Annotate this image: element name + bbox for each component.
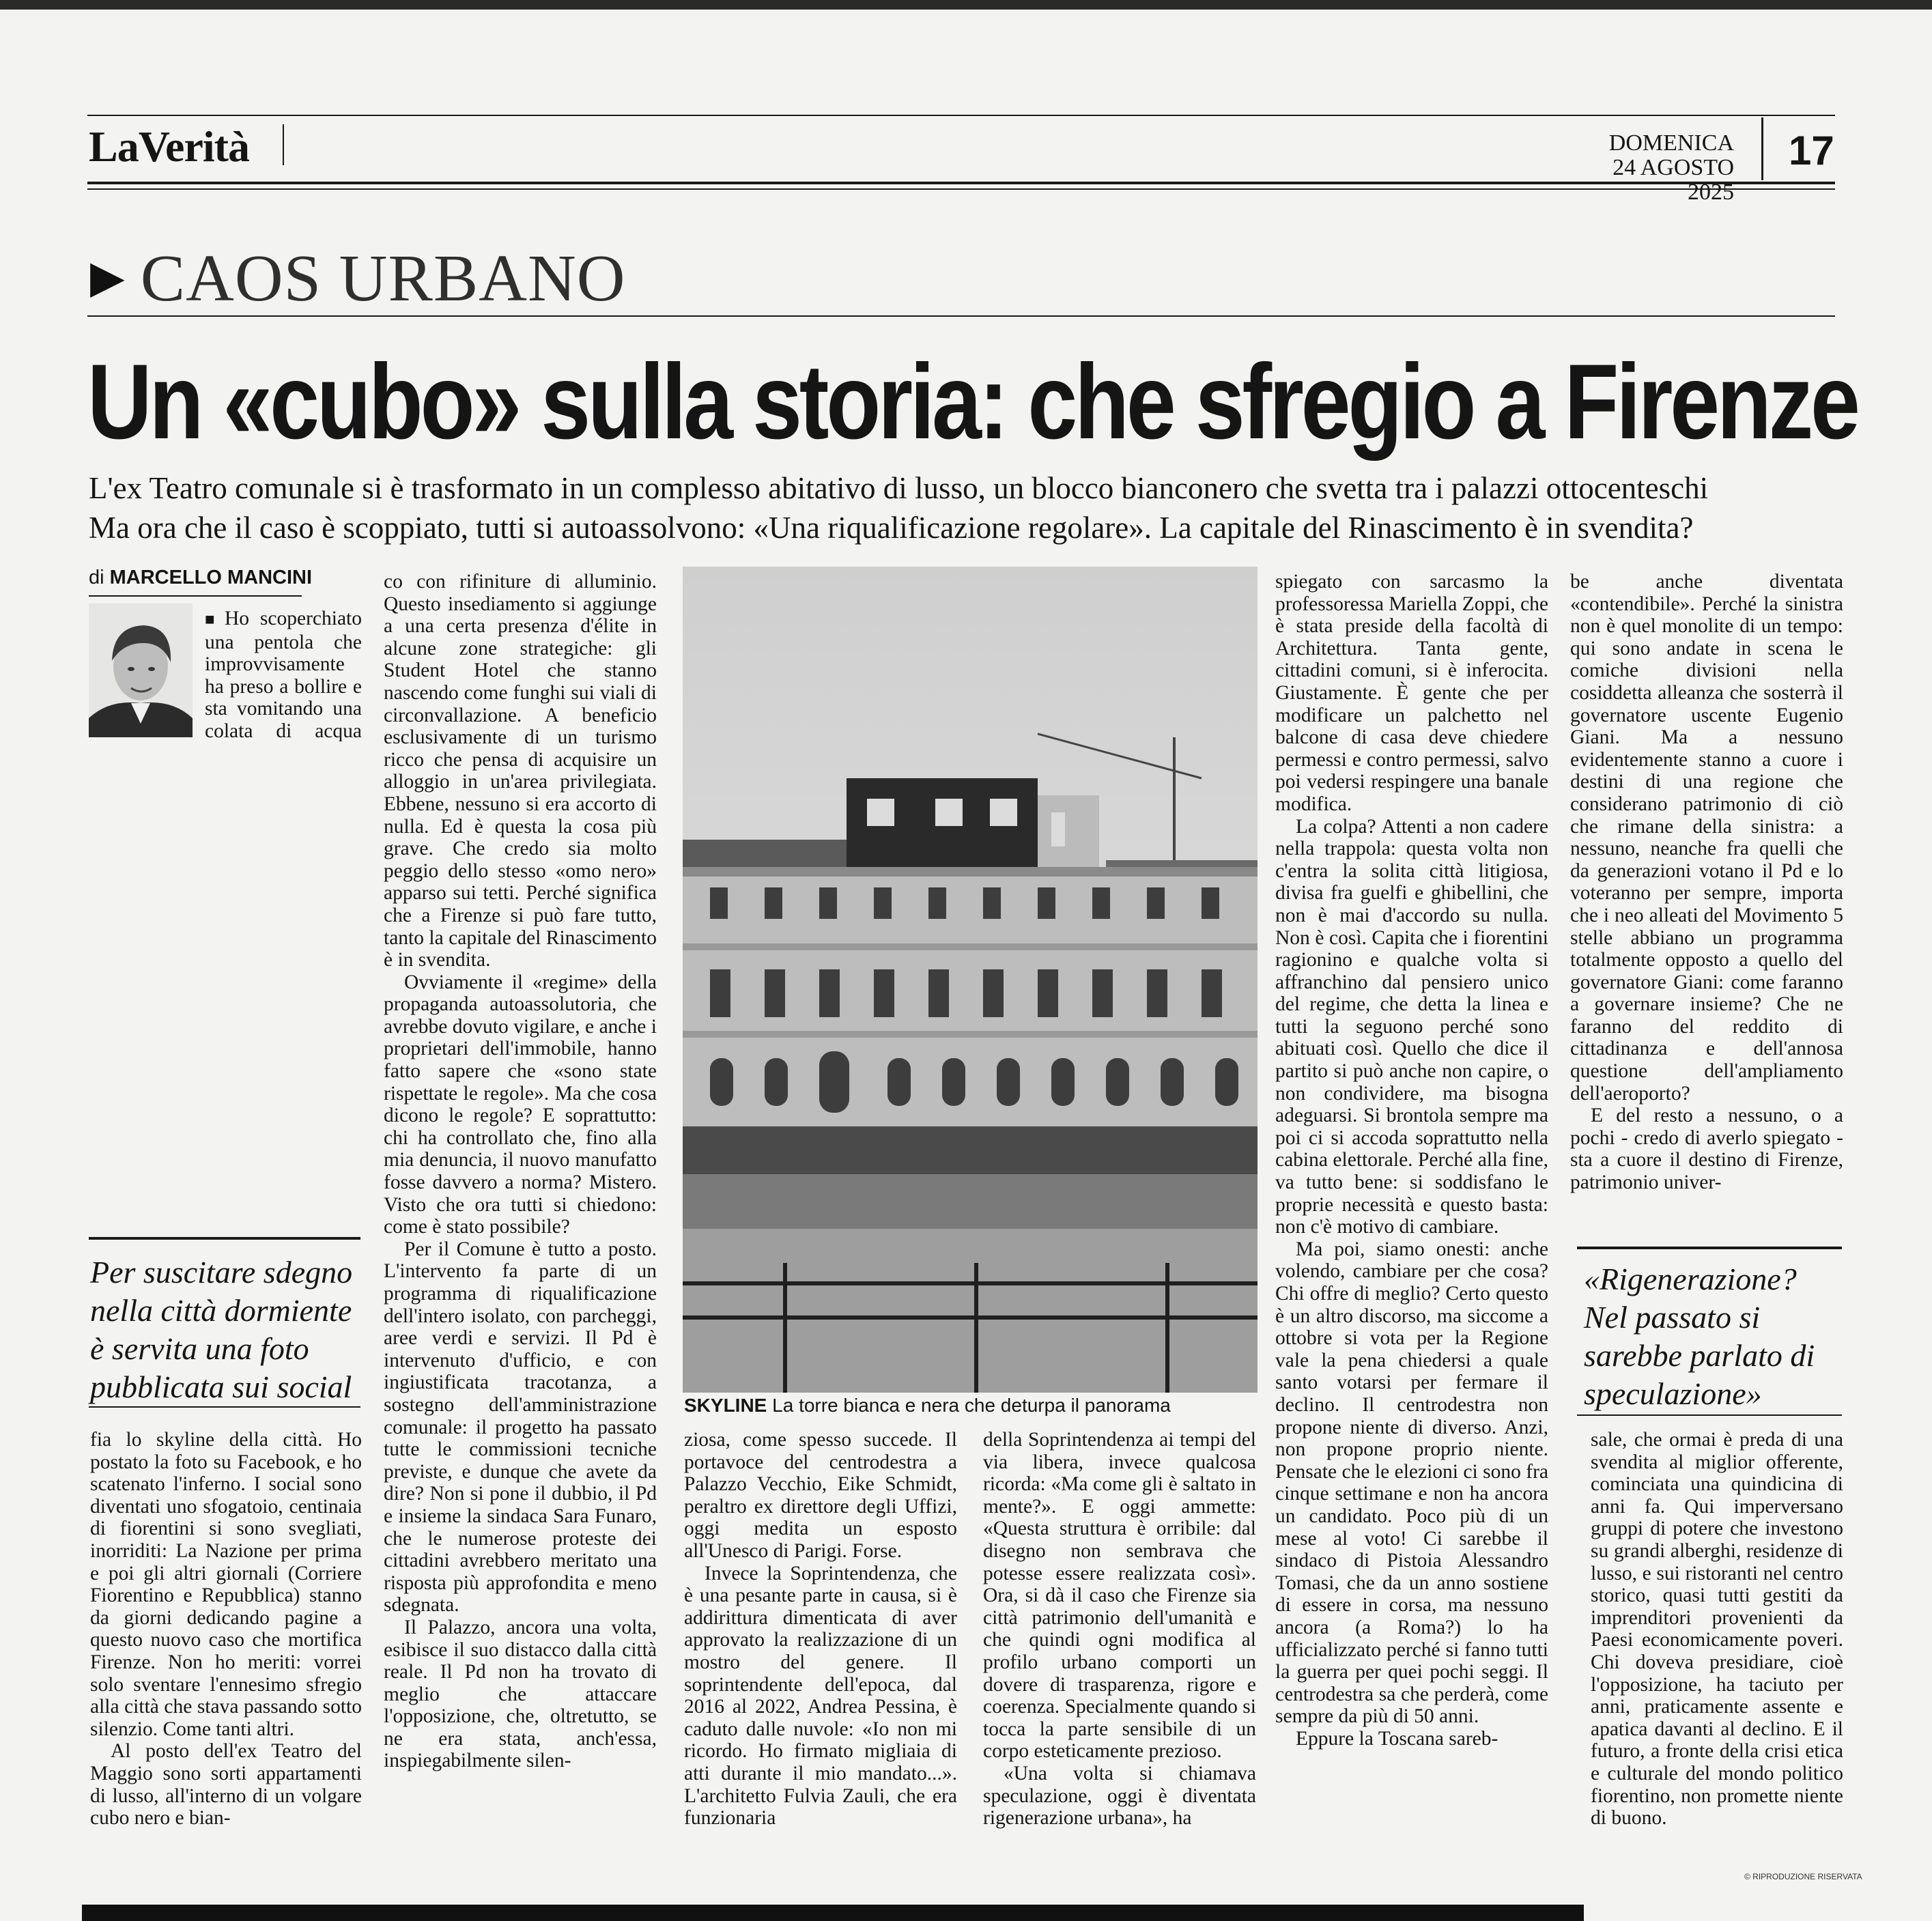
pullquote-right-top-rule (1577, 1247, 1842, 1249)
column-1-bottom (90, 1429, 362, 1879)
subheadline (89, 468, 1708, 547)
article-paragraph: ■ Ho scoperchiato una pentola che improvvisamente ha preso a bollire e sta vomitando una colata di acqua (205, 608, 362, 741)
page-number: 17 (1789, 128, 1834, 173)
byline (89, 567, 312, 589)
masthead-bottom-rule-thin (87, 188, 1835, 190)
article-paragraph: Per il Comune è tutto a posto. L'intervento fa parte di un programma di riqualificazione dell'intero isolato, con parcheggi, aree verdi e servizi. Il Pd è intervenuto d'ufficio, e con ingiustificata tracotanza, a sostegno dell'amministrazione comunale: il progetto ha passato tutte le commissioni tecniche previste, e dunque che avete da dire? Non si pone il dubbio, il Pd e insieme la sindaca Sara Funaro, che le numerose proteste dei cittadini avrebbero meritato una risposta più approfondita e meno sdegnata. (384, 1238, 657, 1617)
issue-weekday: DOMENICA (1608, 130, 1734, 156)
headline: Un «cubo» sulla storia: che sfregio a Firenze (87, 343, 1858, 461)
pullquote-left-bottom-rule (89, 1406, 360, 1408)
photo-caption (684, 1395, 1171, 1417)
article-paragraph: Ovviamente il «regime» della propaganda autoassolutoria, che avrebbe dovuto vigilare, e anche i proprietari dell'immobile, hanno fatto sapere che «sono state rispettate le regole». Ma che cosa dicono le regole? E soprattutto: chi ha controllato che, fino alla mia denuncia, il nuovo manufatto fosse davvero a norma? Mistero. Visto che ora tutti si chiedono: come è stato possibile? (384, 971, 657, 1238)
article-paragraph: E del resto a nessuno, o a pochi - credo di averlo spiegato - sta a cuore il destino di Firenze, patrimonio univer- (1570, 1105, 1843, 1194)
article-paragraph: La colpa? Attenti a non cadere nella trappola: questa volta non c'entra la solita città litigiosa, divisa fra guelfi e ghibellini, che non è mai d'accordo su nulla. Non è così. Capita che i fiorentini ragionino e qualche volta si affranchino dal pensiero unico del regime, che detta la linea e tutti la seguono perché sono abituati così. Quello che dice il partito si può anche non capire, o non condividere, ma bisogna adeguarsi. Si brontola sempre ma poi ci si accoda soprattutto nella cabina elettorale. Perché alla fine, va tutto bene: si soddisfano le proprie necessità e questo basta: non c'è motivo di cambiare. (1275, 815, 1548, 1238)
article-paragraph: Al posto dell'ex Teatro del Maggio sono sorti appartamenti di lusso, all'interno di un volgare cubo nero e bian- (90, 1740, 362, 1830)
caption-text: La torre bianca e nera che deturpa il panorama (772, 1395, 1171, 1416)
pullquote-right-bottom-rule (1577, 1414, 1842, 1416)
section-label (90, 240, 626, 317)
copyright-note: © RIPRODUZIONE RISERVATA (1744, 1872, 1862, 1881)
column-1-continuation (90, 741, 362, 1219)
article-paragraph: ziosa, come spesso succede. Il portavoce del centrodestra a Palazzo Vecchio, Eike Schmidt, peraltro ex direttore degli Uffizi, oggi medita un esposto all'Unesco di Parigi. Forse. (684, 1429, 957, 1562)
article-paragraph: be anche diventata «contendibile». Perché la sinistra non è quel monolite di un tempo: qui sono andate in scena le comiche divisioni nella cosiddetta alleanza che sosterrà il governatore uscente Eugenio Giani. Ma a nessuno evidentemente stanno a cuore i destini di una regione che considerano patrimonio di ciò che rimane della sinistra: a nessuno, neanche fra quelli che da generazioni votano il Pd e lo voteranno per sempre, importa che i neo alleati del Movimento 5 stelle abbiano un programma totalmente opposto a quello del governatore Giani: come faranno a governare insieme? Che ne faranno del reddito di cittadinanza e dell'annosa questione dell'ampliamento dell'aeroporto? (1570, 571, 1843, 1105)
triangle-arrow-icon: ▶ (90, 253, 126, 302)
column-6-top (1570, 571, 1843, 1226)
column-5 (1275, 571, 1548, 1881)
article-paragraph: Ma poi, siamo onesti: anche volendo, cambiare per che cosa? Chi offre di meglio? Certo questo è un altro discorso, ma siccome a ottobre si vota per la Regione vale la pena chiedersi a quale santo votarsi per fermare il declino. Il centrodestra non propone niente di diverso. Anzi, non propone proprio niente. Pensate che le elezioni ci sono fra cinque settimane e non ha ancora un candidato. Poco più di un mese al voto! Ci sarebbe il sindaco di Pistoia Alessandro Tomasi, che da un anno sostiene di essere in corsa, ma nessuno ancora (a Roma?) lo ha ufficializzato perché si fanno tutti la guerra per quei pochi seggi. Il centrodestra sa che perderà, come sempre da più di 50 anni. (1275, 1238, 1548, 1728)
issue-date (1597, 131, 1734, 205)
article-paragraph: Il Palazzo, ancora una volta, esibisce il suo distacco dalla città reale. Il Pd non ha trovato di meglio che attaccare l'opposizione, che, oltretutto, se ne era stata, anch'essa, inspiegabilmente silen- (384, 1616, 657, 1772)
column-6-bottom (1591, 1429, 1843, 1866)
caption-label: SKYLINE (684, 1395, 767, 1416)
masthead-top-rule (87, 115, 1835, 116)
byline-author: MARCELLO MANCINI (109, 567, 313, 588)
author-portrait (89, 603, 193, 737)
column-3-bottom (684, 1429, 957, 1879)
article-paragraph: della Soprintendenza ai tempi del via libera, invece qualcosa ricorda: «Ma come gli è saltato in mente?». E oggi ammette: «Questa struttura è orribile: dal disegno non sembrava che potesse essere realizzata così». Ora, si dà il caso che Firenze sia città patrimonio dell'umanità e che quindi ogni modifica al profilo urbano comporti un dovere di trasparenza, rigore e coerenza. Specialmente quando si tocca la parte sensibile di un corpo esteticamente prezioso. (983, 1429, 1256, 1763)
issue-full-date: 24 AGOSTO 2025 (1613, 155, 1734, 205)
article-paragraph: spiegato con sarcasmo la professoressa Mariella Zoppi, che è stata preside della facoltà di Architettura. Tanta gente, cittadini comuni, si è inferocita. Giustamente. È gente che per modificare un palchetto nel balcone di casa deve chiedere permessi e contro permessi, salvo poi vedersi respingere una banale modifica. (1275, 571, 1548, 815)
byline-prefix: di (89, 567, 104, 588)
article-paragraph: co con rifiniture di alluminio. Questo insediamento si aggiunge a una certa presenza d'élite in alcune zone strategiche: gli Student Hotel che stanno nascendo come funghi sui viali di circonvallazione. A beneficio esclusivamente di un turismo ricco che pensa di acquisire un alloggio in un'area privilegiata. Ebbene, nessuno si era accorto di nulla. Ed è questa la cosa più grave. Che credo sia molto peggio dello stesso «omo nero» apparso sui tetti. Perché significa che a Firenze si può fare tutto, tanto la capitale del Rinascimento è in svendita. (384, 571, 657, 971)
section-title: CAOS URBANO (140, 242, 626, 315)
pullquote-left-top-rule (89, 1237, 360, 1240)
column-1-intro (205, 608, 362, 741)
pullquote-left: Per suscitare sdegno nella città dormiente è servita una foto pubblicata sui social (90, 1255, 353, 1404)
article-paragraph: Invece la Soprintendenza, che è una pesante parte in causa, si è addirittura dimenticata di aver approvato la realizzazione di un mostro del genere. Il soprintendente dell'epoca, dal 2016 al 2022, Andrea Pessina, è caduto dalle nuvole: «Io non mi ricordo. Ho firmato migliaia di atti durante il mio mandato...». L'architetto Fulvia Zauli, che era funzionaria (684, 1562, 957, 1830)
pullquote-right: «Rigenerazione? Nel passato si sarebbe parlato di speculazione» (1584, 1262, 1815, 1411)
article-paragraph: «Una volta si chiamava speculazione, oggi è diventata rigenerazione urbana», ha (983, 1762, 1256, 1830)
article-paragraph: fia lo skyline della città. Ho postato la foto su Facebook, e ho scatenato l'inferno. I social sono diventati uno sfogatoio, centinaia di fiorentini si sono svegliati, inorriditi: La Nazione per prima e poi gli altri giornali (Corriere Fiorentino e Repubblica) stanno da giorni dedicando pagine a questo nuovo caso che mortifica Firenze. Non ho meriti: vorrei solo sventare l'ennesimo sfregio alla città che stava passando sotto silenzio. Come tanti altri. (90, 1429, 362, 1740)
square-bullet-icon: ■ (205, 611, 221, 629)
skyline-photo (683, 567, 1258, 1393)
article-paragraph: Eppure la Toscana sareb- (1296, 1727, 1498, 1750)
section-rule (87, 315, 1835, 317)
next-article-edge (82, 1905, 1584, 1921)
masthead-bottom-rule (87, 182, 1835, 184)
subheadline-line-1: L'ex Teatro comunale si è trasformato in un complesso abitativo di lusso, un blocco bianconero che svetta tra i palazzi ottocenteschi (89, 471, 1709, 505)
article-paragraph: sale, che ormai è preda di una svendita al miglior offerente, cominciata una quindicina di anni fa. Qui imperversano gruppi di potere che investono su grandi alberghi, residenze di lusso, e sui ristoranti nel centro storico, quasi tutti gestiti da imprenditori provenienti da Paesi economicamente poveri. Chi doveva presidiare, cioè l'opposizione, ha taciuto per anni, praticamente assente e apatica davanti al declino. E il futuro, a fronte della crisi etica e culturale del mondo politico fiorentino, non promette niente di buono. (1591, 1429, 1843, 1830)
column-2 (384, 571, 657, 1881)
masthead-divider (283, 124, 284, 165)
masthead-logo: LaVerità (89, 122, 249, 171)
top-edge-strip (0, 0, 1932, 10)
page-number-divider (1761, 117, 1763, 180)
palazzo-photo-illustration (683, 567, 1258, 1393)
subheadline-line-2: Ma ora che il caso è scoppiato, tutti si autoassolvono: «Una riqualificazione regolare». La capitale del Rinascimento è in svendita? (89, 511, 1694, 545)
byline-rule (89, 595, 302, 597)
column-4-bottom (983, 1429, 1256, 1879)
